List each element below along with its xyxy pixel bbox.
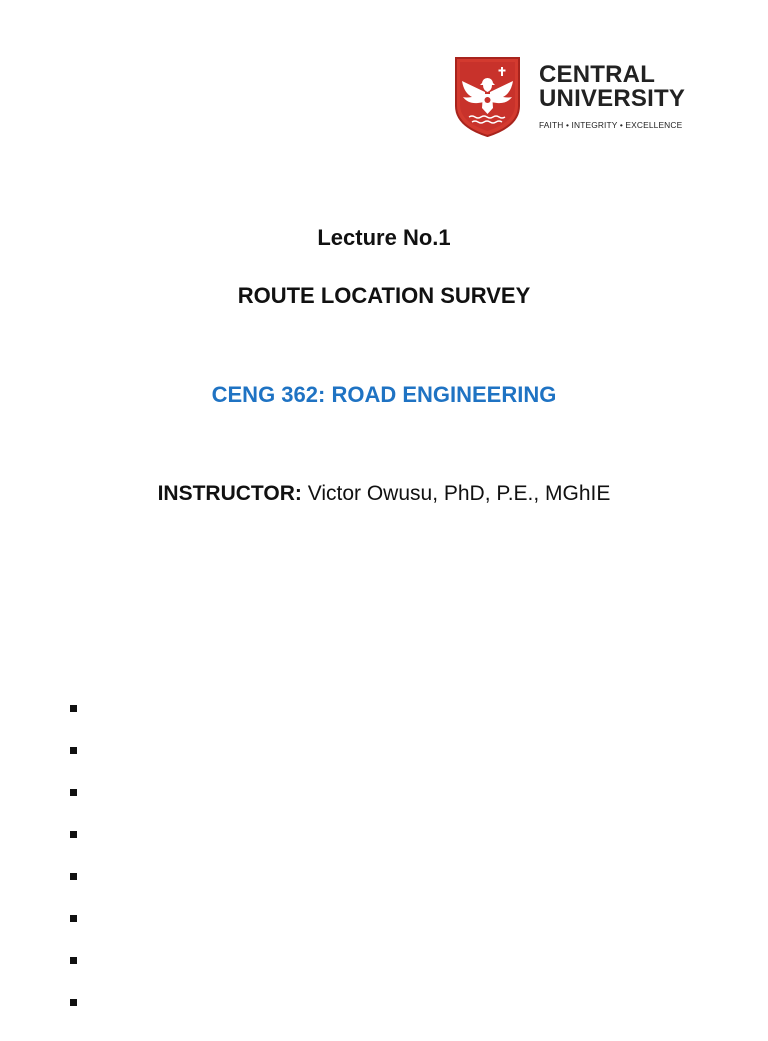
instructor-name: Victor Owusu, PhD, P.E., MGhIE: [301, 482, 611, 505]
square-bullet-icon: [70, 705, 77, 712]
square-bullet-icon: [70, 873, 77, 880]
university-name-line1: CENTRAL: [539, 61, 656, 88]
square-bullet-icon: [70, 999, 77, 1006]
logo-wordmark: [539, 63, 685, 130]
square-bullet-icon: [70, 957, 77, 964]
instructor-label: INSTRUCTOR:: [157, 482, 302, 505]
square-bullet-icon: [70, 747, 77, 754]
bullet-list: [70, 705, 77, 1041]
course-title: CENG 362: ROAD ENGINEERING: [211, 382, 557, 407]
university-tagline: FAITH • INTEGRITY • EXCELLENCE: [539, 120, 683, 130]
square-bullet-icon: [70, 831, 77, 838]
university-name-line2: UNIVERSITY: [539, 85, 686, 112]
square-bullet-icon: [70, 915, 77, 922]
instructor-line: [0, 482, 768, 506]
lecture-number: Lecture No.1: [317, 225, 451, 250]
square-bullet-icon: [70, 789, 77, 796]
lecture-title: ROUTE LOCATION SURVEY: [237, 283, 531, 308]
university-logo: [452, 56, 697, 142]
shield-icon: [452, 56, 523, 138]
